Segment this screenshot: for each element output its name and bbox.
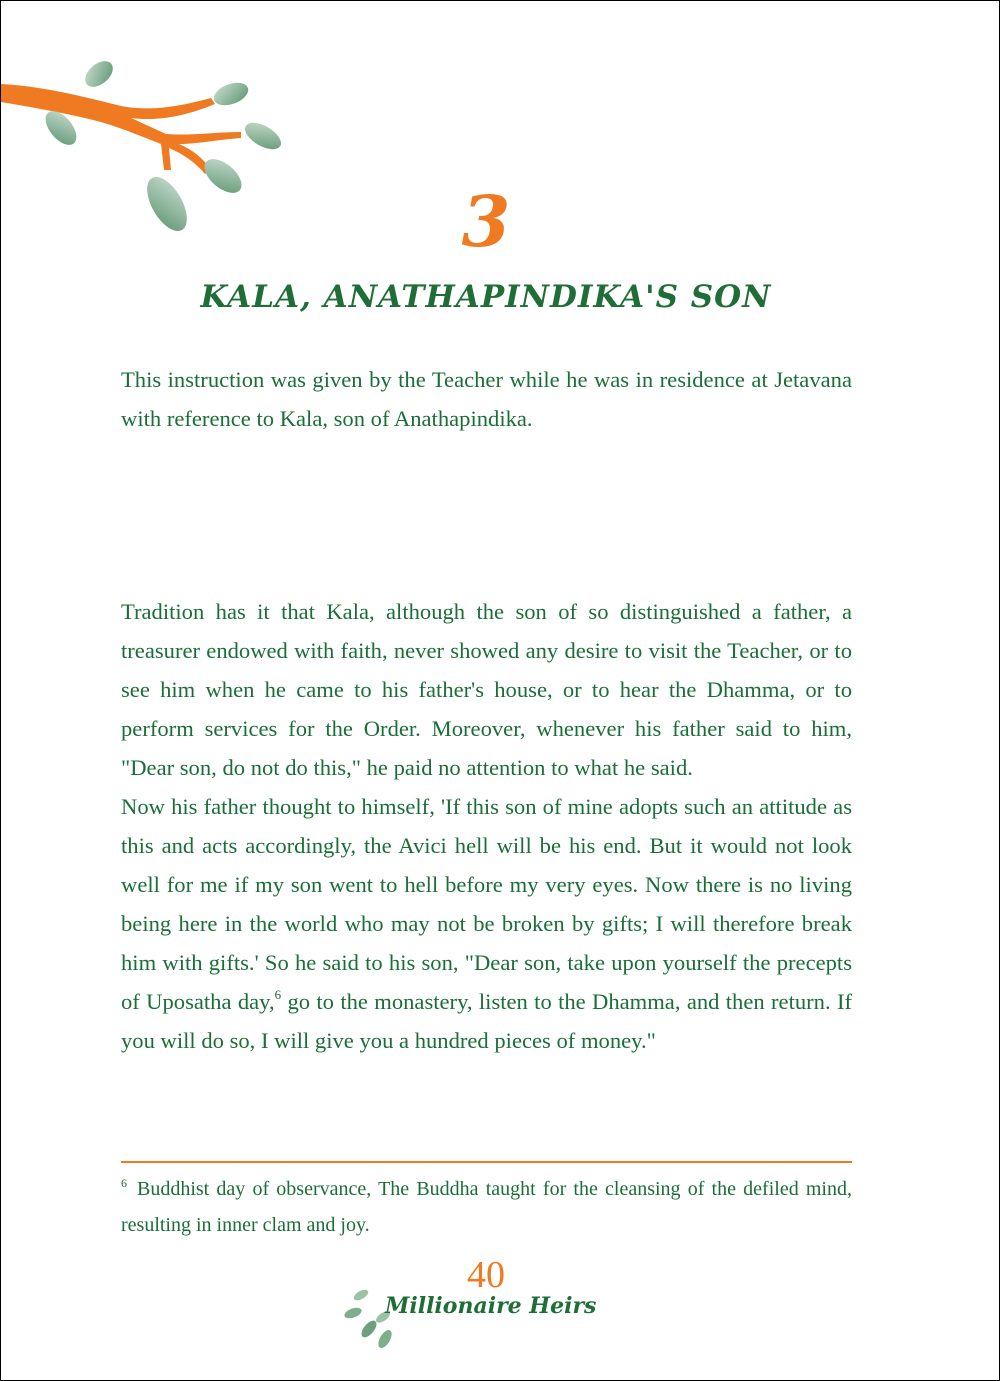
book-title: Millionaire Heirs [385,1293,597,1319]
footnote-reference[interactable]: 6 [274,987,282,1002]
footnote-divider [121,1161,852,1163]
paragraph-1: Tradition has it that Kala, although the son of so distinguished a father, a treasurer endowed with faith, never showed any desire to visit the Teacher, or to see him when he came to his father's house, or to hear the Dhamma, or to perform services for the Order. Moreover, whenever his father said to him, "Dear son, do not do this," he paid no attention to what he said. [121,599,852,780]
main-text [121,592,852,1060]
chapter-title: KALA, ANATHAPINDIKA'S SON [200,279,772,315]
footnote [121,1171,852,1243]
page-number: 40 [467,1254,505,1296]
footnote-text: Buddhist day of observance, The Buddha taught for the cleansing of the defiled mind, resulting in inner clam and joy. [121,1178,852,1236]
paragraph-2 [121,787,852,1060]
intro-paragraph: This instruction was given by the Teacher while he was in residence at Jetavana with reference to Kala, son of Anathapindika. [121,367,852,431]
paragraph-2-part-1: Now his father thought to himself, 'If this son of mine adopts such an attitude as this and acts accordingly, the Avici hell will be his end. But it would not look well for me if my son went to hell before my very eyes. Now there is no living being here in the world who may not be broken by gifts; I will therefore break him with gifts.' So he said to his son, "Dear son, take upon yourself the precepts of Uposatha day, [121,794,852,1014]
chapter-number: 3 [461,180,511,263]
paragraph-2-part-2: go to the monastery, listen to the Dhamma, and then return. If you will do so, I will give you a hundred pieces of money." [121,989,852,1053]
footnote-number: 6 [121,1176,127,1190]
